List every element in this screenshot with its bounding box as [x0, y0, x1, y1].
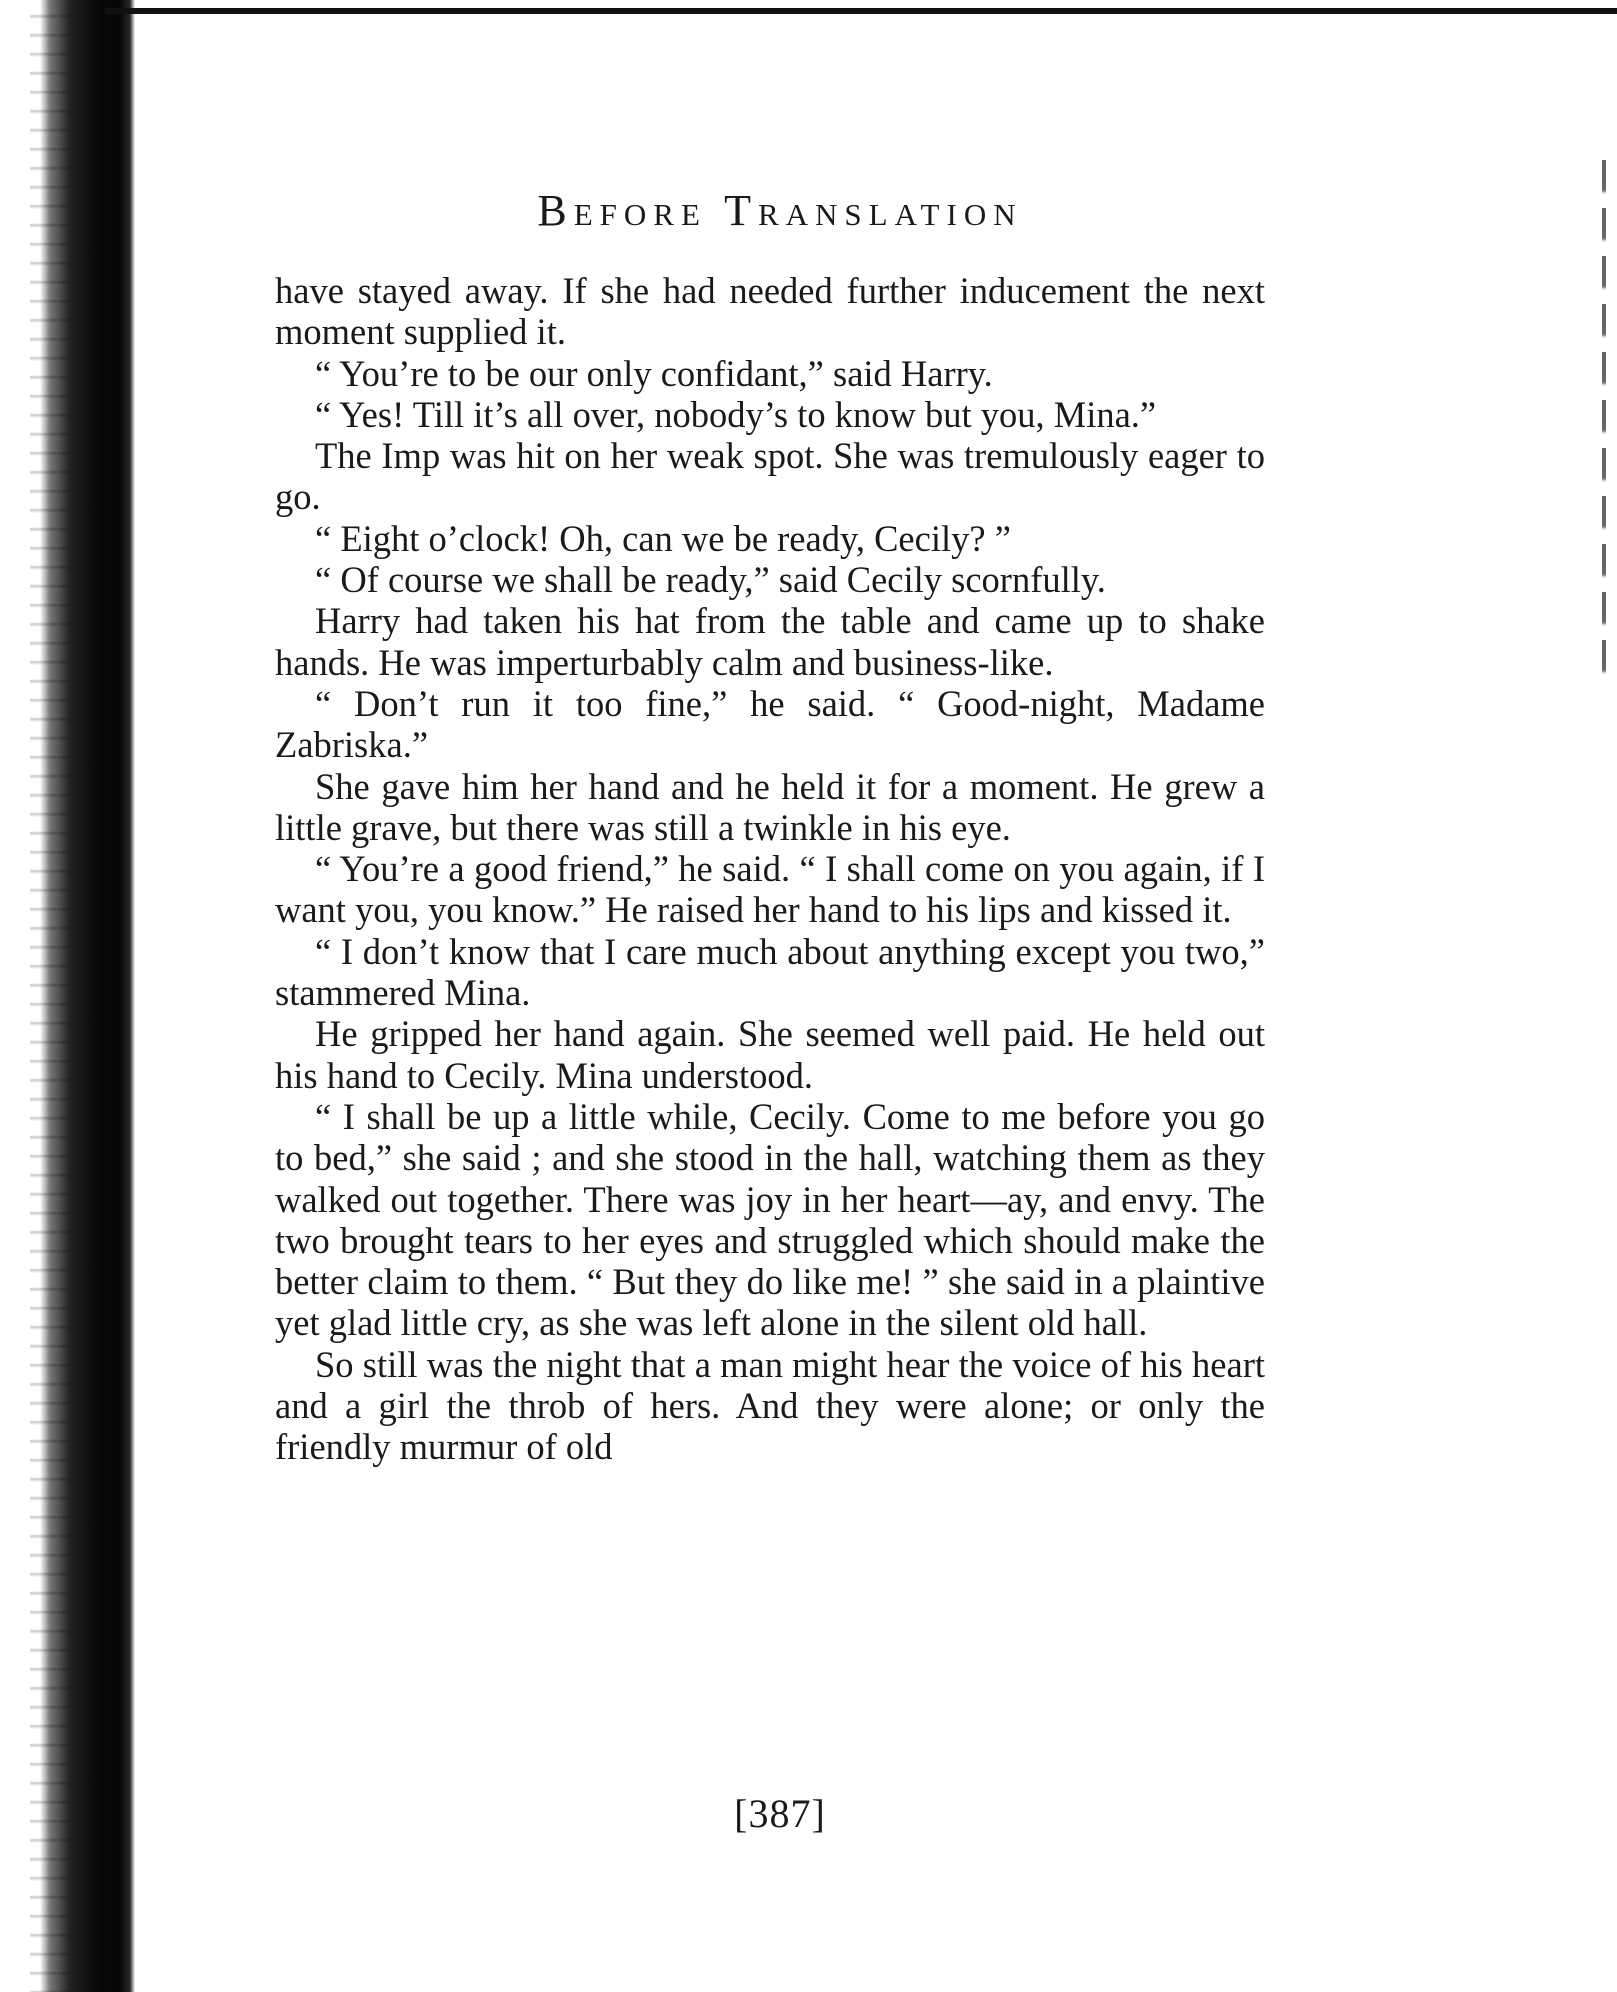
paragraph-5: “ Eight o’clock! Oh, can we be ready, Cecily? ” [315, 517, 1011, 559]
body-text [275, 270, 1265, 1468]
page-number: [387] [734, 1791, 826, 1836]
scan-top-edge [105, 8, 1617, 14]
paragraph-9: She gave him her hand and he held it for a moment. He grew a little grave, but there was still a twinkle in his eye. [275, 765, 1265, 848]
paragraph-14: So still was the night that a man might hear the voice of his heart and a girl the throb of hers. And they were alone; or only the friendly murmur of old [275, 1343, 1265, 1468]
paragraph-7: Harry had taken his hat from the table and came up to shake hands. He was imperturbably calm and business-like. [275, 600, 1265, 683]
paragraph-12: He gripped her hand again. She seemed well paid. He held out his hand to Cecily. Mina understood. [275, 1013, 1265, 1096]
paragraph-6: “ Of course we shall be ready,” said Cecily scornfully. [315, 559, 1106, 601]
scan-gutter-texture [30, 0, 70, 1992]
scan-right-edge [1602, 160, 1606, 680]
paragraph-3: “ Yes! Till it’s all over, nobody’s to know but you, Mina.” [315, 393, 1157, 435]
running-head: Before Translation [537, 186, 1023, 235]
paragraph-8: “ Don’t run it too fine,” he said. “ Good-night, Madame Zabriska.” [275, 682, 1265, 766]
paragraph-11: “ I don’t know that I care much about anything except you two,” stammered Mina. [275, 930, 1265, 1014]
paragraph-13: “ I shall be up a little while, Cecily. Come to me before you go to bed,” she said ; and she stood in the hall, watching them as they walked out together. There was joy in her heart—ay, and envy. The two brought tears to her eyes and struggled which should make the better claim to them. “ But they do like me! ” she said in a plaintive yet glad little cry, as she was left alone in the silent old hall. [275, 1095, 1265, 1344]
paragraph-4: The Imp was hit on her weak spot. She was tremulously eager to go. [275, 435, 1265, 518]
paragraph-10: “ You’re a good friend,” he said. “ I shall come on you again, if I want you, you know.” He raised her hand to his lips and kissed it. [275, 848, 1265, 931]
paragraph-2: “ You’re to be our only confidant,” said Harry. [315, 352, 993, 394]
paragraph-1: have stayed away. If she had needed further inducement the next moment supplied it. [275, 270, 1265, 353]
